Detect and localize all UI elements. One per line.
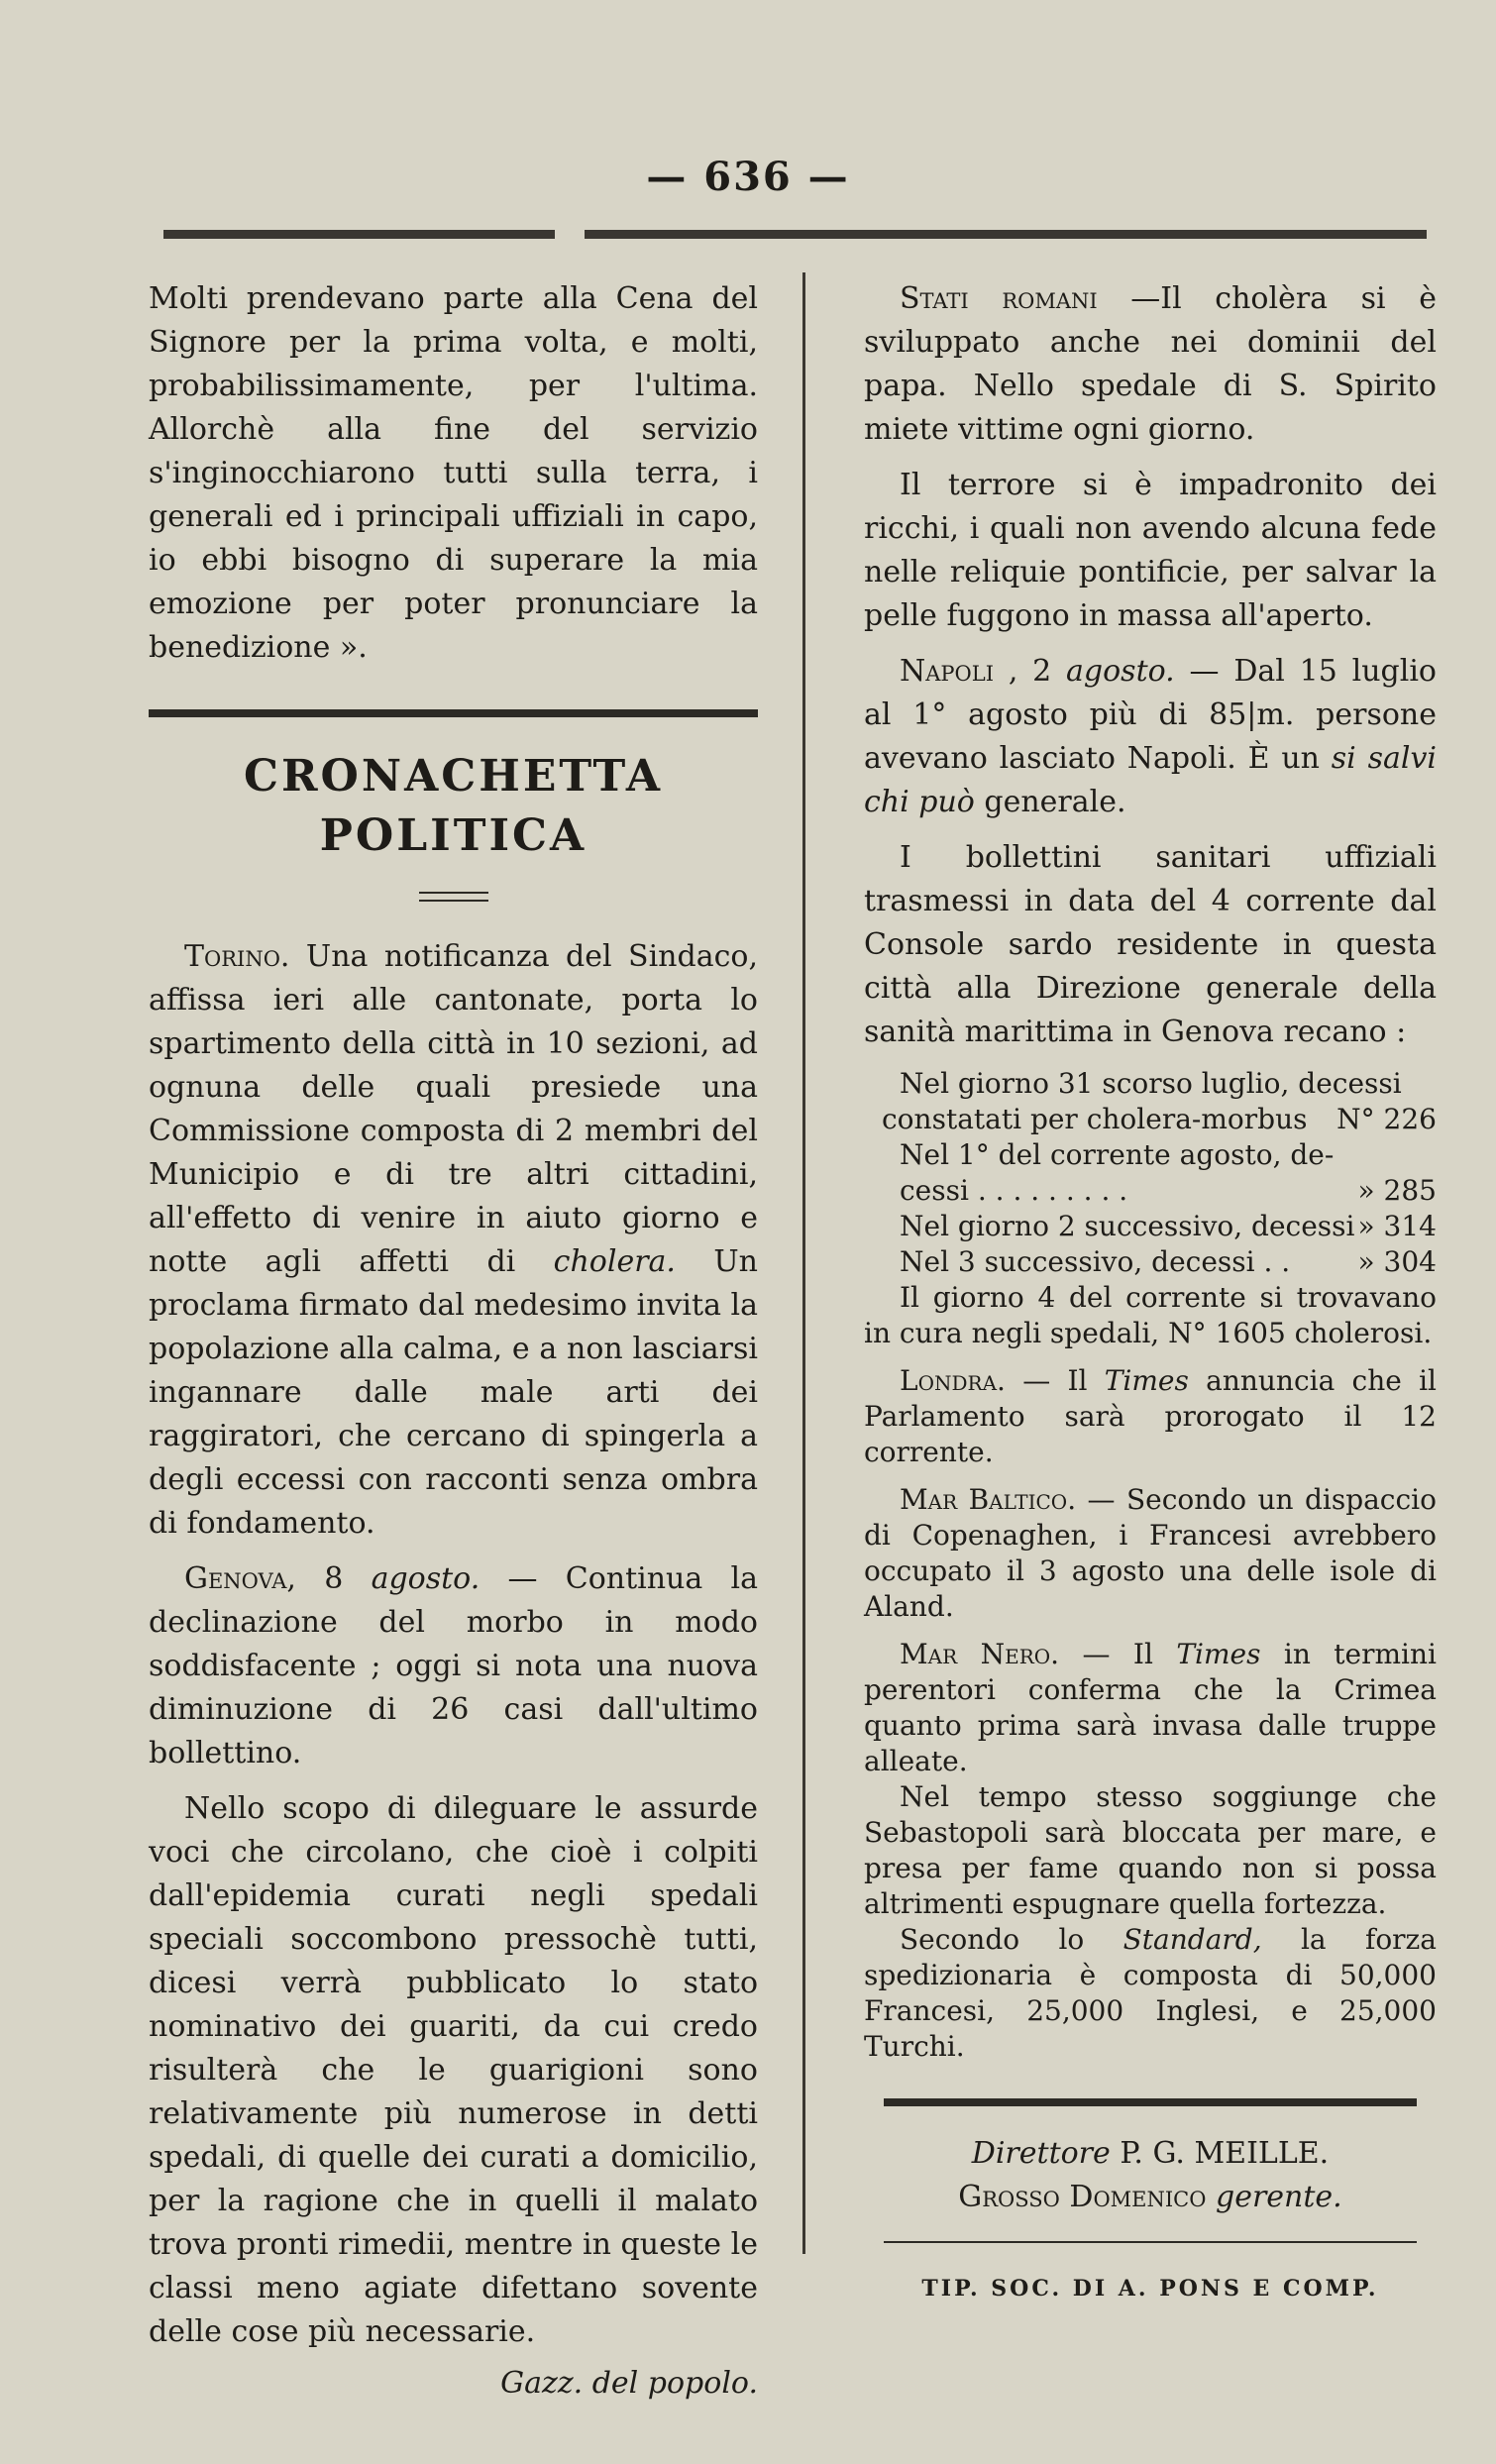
torino-text-b: Un proclama firmato dal medesimo invita la popolazione alla calma, e a non lasciarsi ingannare dalle male arti dei raggiratori, che cercano di spingerla a degli eccessi con racconti senza ombra di fondamento. [149, 1244, 758, 1541]
torino-italic: cholera. [553, 1244, 676, 1279]
nero-heading: Mar Nero. [900, 1638, 1060, 1670]
director-line [864, 2132, 1437, 2176]
manager-name: Grosso Domenico [958, 2180, 1216, 2214]
closing-rule [884, 2098, 1417, 2106]
paragraph-sebastopoli: Nel tempo stesso soggiunge che Sebastopoli sarà bloccata per mare, e presa per fame quando non si possa altrimenti espugnare quella fortezza. [864, 1780, 1437, 1920]
paragraph-genova [149, 1557, 758, 1775]
torino-text-a: Una notificanza del Sindaco, affissa ieri alle cantonate, porta lo spartimento della città in 10 sezioni, ad ognuna delle quali presiede una Commissione composta di 2 membri del Municipio e di tre altri cittadini, all'effetto di venire in aiuto giorno e notte agli affetti di [149, 939, 758, 1279]
bulletin-value: » 314 [1357, 1210, 1437, 1242]
bulletin-line: Nel 1° del corrente agosto, de- [900, 1138, 1335, 1171]
title-underline [419, 892, 488, 902]
nero-text-b: in termini perentori conferma che la Crimea quanto prima sarà invasa dalle truppe alleate. [864, 1638, 1438, 1777]
bulletin-row [864, 1209, 1437, 1244]
paragraph-torino [149, 935, 758, 1546]
right-column [864, 277, 1437, 2310]
napoli-text-c: generale. [974, 785, 1126, 819]
manager-label: gerente. [1216, 2180, 1342, 2214]
top-rule-left [163, 230, 555, 239]
paragraph-baltico [864, 1482, 1437, 1625]
bulletin-value: N° 226 [1336, 1103, 1437, 1135]
stati-text: —Il cholèra si è sviluppato anche nei dominii del papa. Nello spedale di S. Spirito miete vittime ogni giorno. [864, 281, 1437, 447]
director-name: P. G. MEILLE. [1110, 2136, 1330, 2171]
director-label: Direttore [971, 2136, 1111, 2171]
standard-italic: Standard, [1122, 1923, 1262, 1956]
londra-italic: Times [1104, 1364, 1189, 1397]
bulletin-row [864, 1173, 1437, 1209]
napoli-heading: Napoli [900, 654, 995, 689]
paragraph-londra [864, 1363, 1437, 1470]
page-number: — 636 — [646, 154, 850, 200]
paragraph-bollettini: I bollettini sanitari uffiziali trasmessi in data del 4 corrente dal Console sardo residente in questa città alla Direzione generale della sanità marittima in Genova recano : [864, 840, 1437, 1049]
printer-imprint: TIP. SOC. DI A. PONS E COMP. [921, 2276, 1379, 2302]
nero-italic: Times [1176, 1638, 1261, 1670]
napoli-text-b: — Dal 15 luglio al 1° agosto più di 85|m. persone avevano lasciato Napoli. È un [864, 654, 1437, 776]
imprint-rule [884, 2241, 1417, 2243]
small-news [864, 1363, 1437, 2065]
bulletin-row [864, 1244, 1437, 1280]
column-divider [802, 272, 805, 2254]
torino-heading: Torino. [184, 939, 290, 974]
signature-gazzetta: Gazz. del popolo. [500, 2366, 758, 2401]
genova-text: — Continua la declinazione del morbo in modo soddisfacente ; oggi si nota una nuova diminuzione di 26 casi dall'ultimo bollettino. [149, 1561, 758, 1770]
paragraph-terrore: Il terrore si è impadronito dei ricchi, i quali non avendo alcuna fede nelle reliquie pontificie, per salvar la pelle fuggono in massa all'aperto. [864, 468, 1437, 633]
bulletin-label: Nel 3 successivo, decessi . . [900, 1245, 1291, 1278]
bulletin-value: » 285 [1357, 1174, 1437, 1207]
bulletin-label: cessi . . . . . . . . . [900, 1174, 1128, 1207]
bulletin-row [864, 1102, 1437, 1137]
stati-heading: Stati romani [900, 281, 1098, 316]
londra-text-a: — Il [1005, 1364, 1105, 1397]
bulletin-value: » 304 [1357, 1245, 1437, 1278]
nero-text-a: — Il [1059, 1638, 1177, 1670]
paragraph-nello: Nello scopo di dileguare le assurde voci che circolano, che cioè i colpiti dall'epidemia curati negli spedali speciali soccombono pressochè tutti, dicesi verrà pubblicato lo stato nominativo dei guariti, da cui credo risulterà che le guarigioni sono relativamente più numerose in detti spedali, di quelle dei curati a domicilio, per la ragione che in quelli il malato trova pronti rimedii, mentre in queste le classi meno agiate difettano sovente delle cose più necessarie. [149, 1791, 758, 2349]
bulletin-line: Nel giorno 31 scorso luglio, decessi [900, 1067, 1402, 1100]
napoli-italic-date: agosto. [1066, 654, 1175, 689]
genova-italic: agosto. [371, 1561, 481, 1596]
baltico-text: — Secondo un dispaccio di Copenaghen, i Francesi avrebbero occupato il 3 agosto una delle isole di Aland. [864, 1483, 1437, 1623]
paragraph-napoli [864, 650, 1437, 824]
bulletin-label: constatati per cholera-morbus [882, 1103, 1308, 1135]
top-rule-right [585, 230, 1427, 239]
genova-heading: Genova, [184, 1561, 296, 1596]
paragraph-cena: Molti prendevano parte alla Cena del Signore per la prima volta, e molti, probabilissimamente, per l'ultima. Allorchè alla fine del servizio s'inginocchiarono tutti sulla terra, i generali ed i principali uffiziali in capo, io ebbi bisogno di superare la mia emozione per poter pronunciare la benedizione ». [149, 281, 758, 665]
napoli-text-a: , 2 [994, 654, 1067, 689]
bulletin-table [864, 1066, 1437, 1351]
londra-text-b: annuncia che il Parlamento sarà prorogato il 12 corrente. [864, 1364, 1437, 1468]
manager-line [864, 2176, 1437, 2219]
napoli-italic-phrase: si salvi chi può [864, 741, 1437, 819]
paragraph-stati-romani [864, 277, 1437, 452]
standard-text-a: Secondo lo [900, 1923, 1123, 1956]
standard-text-b: la forza spedizionaria è composta di 50,000 Francesi, 25,000 Inglesi, e 25,000 Turchi. [864, 1923, 1437, 2063]
paragraph-mar-nero [864, 1637, 1437, 1779]
section-title: CRONACHETTA POLITICA [243, 751, 664, 861]
genova-date: 8 [295, 1561, 372, 1596]
bulletin-label: Nel giorno 2 successivo, decessi [900, 1210, 1355, 1242]
bulletin-line: Il giorno 4 del corrente si trovavano in cura negli spedali, N° 1605 cholerosi. [864, 1281, 1437, 1349]
paragraph-standard [864, 1922, 1437, 2065]
baltico-heading: Mar Baltico. [900, 1483, 1077, 1516]
londra-heading: Londra. [900, 1364, 1006, 1397]
section-rule [149, 709, 758, 717]
left-column [149, 277, 758, 2406]
